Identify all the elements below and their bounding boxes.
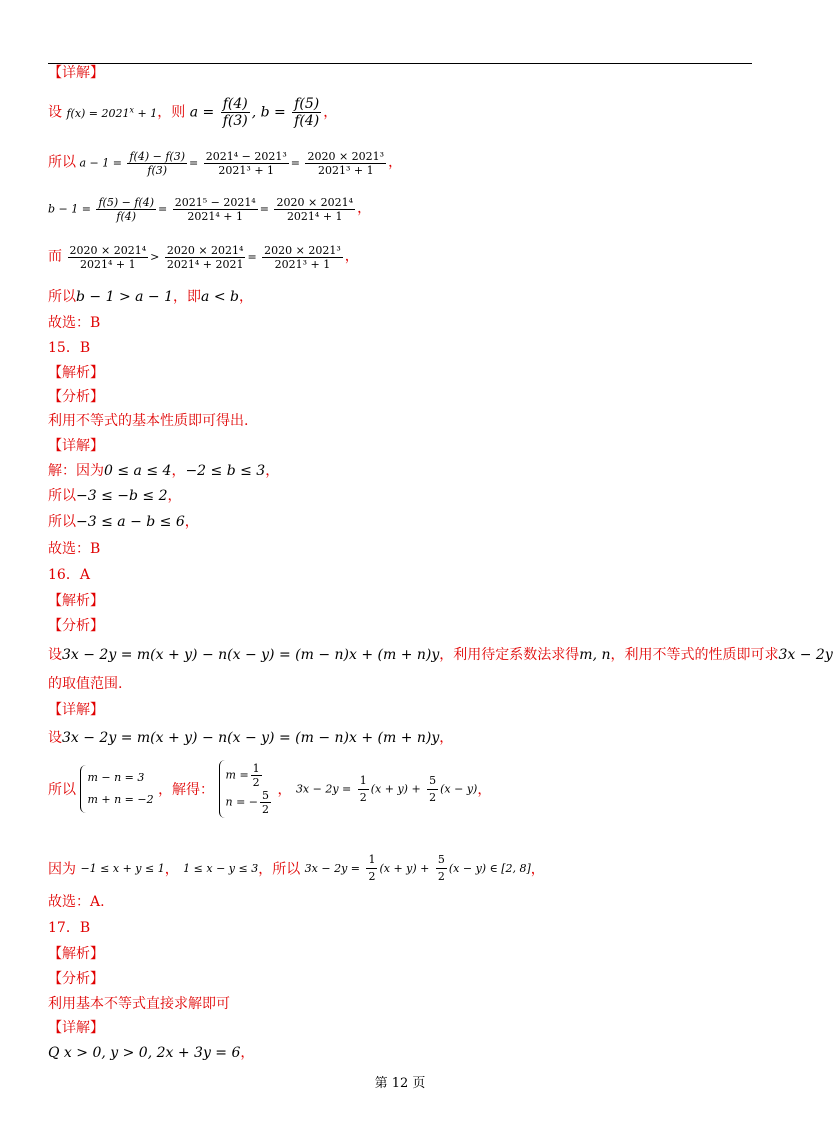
fraction: $\frac{5}{2}$: [437, 853, 445, 883]
q16-number: 16．A: [48, 567, 90, 583]
fraction: $\frac{\text{2021⁵ − 2021⁴}}{\text{2021⁴ + 1}}$: [174, 196, 256, 223]
equation-system: m − n = 3 m + n = −2: [80, 765, 153, 813]
q14-line-1: 设 $f(x) = 2021^x + 1$，则 a = $\frac{f(4)}{f(3)}$ , b = $\frac{f(5)}{f(4)}$ ，: [48, 96, 338, 129]
q15-line-1: 解：因为0 ≤ a ≤ 4，−2 ≤ b ≤ 3，: [48, 463, 280, 479]
top-rule: [48, 63, 752, 64]
q14-line-5: 所以b − 1 > a − 1，即a < b，: [48, 289, 253, 305]
analysis-heading: 【分析】: [48, 971, 104, 987]
q16-analysis-2: 的取值范围.: [48, 676, 123, 692]
solution-system: m = $\frac{1}{2}$ n = − $\frac{5}{2}$: [219, 760, 274, 818]
q14-choose: 故选：B: [48, 315, 101, 331]
fraction: $\frac{f(5)}{f(4)}$: [294, 96, 320, 129]
detail-heading: 【详解】: [48, 438, 104, 454]
solution-heading: 【解析】: [48, 593, 104, 609]
q17-number: 17．B: [48, 920, 91, 936]
fraction: $\frac{\text{2020 × 2021⁴}}{\text{2021⁴ + 1}}$: [69, 244, 147, 271]
q17-line-1: Q x > 0, y > 0, 2x + 3y = 6，: [48, 1045, 255, 1061]
fraction: $\frac{\text{2020 × 2021³}}{\text{2021³ + 1}}$: [264, 244, 341, 271]
fraction: $\frac{\text{2021⁴ − 2021³}}{\text{2021³ + 1}}$: [205, 150, 287, 177]
fraction: $\frac{1}{2}$: [252, 762, 260, 789]
q16-line-2: 所以 m − n = 3 m + n = −2 ，解得： m = $\frac{1}{2}$ n = − $\frac{5}{2}$ ， 3x − 2y = $\frac{1}{2}$ (x + y) + $\frac{5}{2}$ (x − y)，: [48, 762, 492, 816]
q15-line-2: 所以−3 ≤ −b ≤ 2，: [48, 488, 182, 504]
page-number: 第 12 页: [374, 1076, 426, 1091]
q17-analysis: 利用基本不等式直接求解即可: [48, 996, 230, 1012]
fraction: $\frac{5}{2}$: [429, 773, 437, 804]
q14-line-4: 而 $\frac{\text{2020 × 2021⁴}}{\text{2021⁴ + 1}}$ > $\frac{\text{2020 × 2021⁴}}{\text{2021⁴ + 2021}}$ = $\frac{\text{2020 × 2021³}}{\text{2021³ + 1}}$ ，: [48, 244, 359, 271]
q16-line-3: 因为 −1 ≤ x + y ≤ 1， 1 ≤ x − y ≤ 3，所以 3x − 2y = $\frac{1}{2}$ (x + y) + $\frac{5}{2}$ (x − y) ∈ [2, 8]，: [48, 853, 545, 883]
detail-heading: 【详解】: [48, 1020, 104, 1036]
q14-line-3: b − 1 = $\frac{f(5) - f(4)}{f(4)}$ = $\frac{\text{2021⁵ − 2021⁴}}{\text{2021⁴ + 1}}$ = $\frac{\text{2020 × 2021⁴}}{\text{2021⁴ + 1}}$ ，: [48, 196, 372, 223]
solution-heading: 【解析】: [48, 946, 104, 962]
detail-heading: 【详解】: [48, 65, 104, 81]
fraction: $\frac{f(4) - f(3)}{f(3)}$: [129, 150, 185, 177]
q16-choose: 故选：A.: [48, 894, 105, 910]
solution-heading: 【解析】: [48, 365, 104, 381]
q16-line-1: 设3x − 2y = m(x + y) − n(x − y) = (m − n)x + (m + n)y，: [48, 730, 454, 746]
q15-number: 15．B: [48, 340, 91, 356]
q16-analysis-1: 设3x − 2y = m(x + y) − n(x − y) = (m − n)x + (m + n)y，利用待定系数法求得m, n，利用不等式的性质即可求3x − 2y: [48, 647, 833, 663]
fraction: $\frac{f(4)}{f(3)}$: [222, 96, 248, 129]
fraction: $\frac{1}{2}$: [368, 853, 376, 883]
q15-analysis: 利用不等式的基本性质即可得出.: [48, 413, 249, 429]
analysis-heading: 【分析】: [48, 389, 104, 405]
detail-heading: 【详解】: [48, 702, 104, 718]
fraction: $\frac{\text{2020 × 2021⁴}}{\text{2021⁴ + 2021}}$: [166, 244, 244, 271]
fraction: $\frac{1}{2}$: [359, 773, 367, 804]
q15-line-3: 所以−3 ≤ a − b ≤ 6，: [48, 514, 199, 530]
q15-choose: 故选：B: [48, 541, 101, 557]
fraction: $\frac{\text{2020 × 2021⁴}}{\text{2021⁴ + 1}}$: [276, 196, 354, 223]
fraction: $\frac{5}{2}$: [262, 789, 270, 816]
q14-line-2: 所以 a − 1 = $\frac{f(4) - f(3)}{f(3)}$ = $\frac{\text{2021⁴ − 2021³}}{\text{2021³ + 1}}$ = $\frac{\text{2020 × 2021³}}{\text{2021³ + 1}}$ ，: [48, 150, 403, 177]
fraction: $\frac{\text{2020 × 2021³}}{\text{2021³ + 1}}$: [307, 150, 385, 177]
analysis-heading: 【分析】: [48, 618, 104, 634]
fraction: $\frac{f(5) - f(4)}{f(4)}$: [98, 196, 154, 223]
